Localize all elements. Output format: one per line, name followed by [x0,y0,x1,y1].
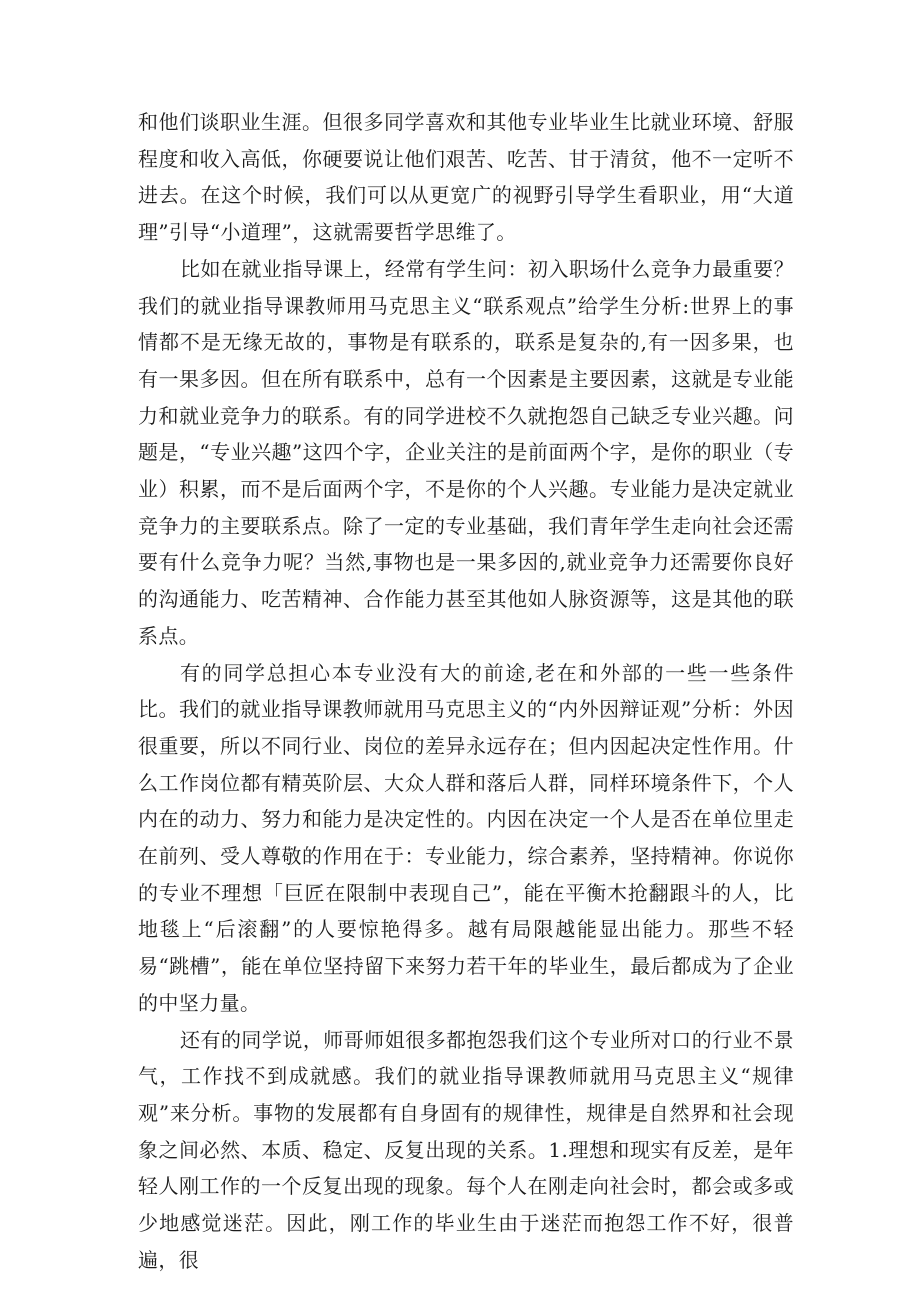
paragraph-1: 和他们谈职业生涯。但很多同学喜欢和其他专业毕业生比就业环境、舒服程度和收入高低，你硬要说让他们艰苦、吃苦、甘于清贫，他不一定听不进去。在这个时候，我们可以从更宽广的视野引导学生看职业，用“大道理”引导“小道理”，这就需要哲学思维了。 [138,110,794,245]
document-body [138,104,794,1279]
paragraph-4: 还有的同学说，师哥师姐很多都抱怨我们这个专业所对口的行业不景气，工作找不到成就感。我们的就业指导课教师就用马克思主义“规律观”来分析。事物的发展都有自身固有的规律性，规律是自然界和社会现象之间必然、本质、稳定、反复出现的关系。1.理想和现实有反差，是年轻人刚工作的一个反复出现的现象。每个人在刚走向社会时，都会或多或少地感觉迷茫。因此，刚工作的毕业生由于迷茫而抱怨工作不好，很普遍，很 [138,1027,794,1272]
paragraph-3: 有的同学总担心本专业没有大的前途,老在和外部的一些一些条件比。我们的就业指导课教师就用马克思主义的“内外因辩证观”分析：外因很重要，所以不同行业、岗位的差异永远存在；但内因起决定性作用。什么工作岗位都有精英阶层、大众人群和落后人群，同样环境条件下，个人内在的动力、努力和能力是决定性的。内因在决定一个人是否在单位里走在前列、受人尊敬的作用在于：专业能力，综合素养，坚持精神。你说你的专业不理想「巨匠在限制中表现自己”，能在平衡木抢翻跟斗的人，比地毯上“后滚翻”的人要惊艳得多。越有局限越能显出能力。那些不轻易“跳槽”，能在单位坚持留下来努力若干年的毕业生，最后都成为了企业的中坚力量。 [138,660,794,1015]
paragraph-2: 比如在就业指导课上，经常有学生问：初入职场什么竞争力最重要？我们的就业指导课教师用马克思主义“联系观点”给学生分析:世界上的事情都不是无缘无故的，事物是有联系的，联系是复杂的,有一因多果，也有一果多因。但在所有联系中，总有一个因素是主要因素，这就是专业能力和就业竞争力的联系。有的同学进校不久就抱怨自己缺乏专业兴趣。问题是，“专业兴趣”这四个字，企业关注的是前面两个字，是你的职业（专业）积累，而不是后面两个字，不是你的个人兴趣。专业能力是决定就业竞争力的主要联系点。除了一定的专业基础，我们青年学生走向社会还需要有什么竞争力呢？当然,事物也是一果多因的,就业竞争力还需要你良好的沟通能力、吃苦精神、合作能力甚至其他如人脉资源等，这是其他的联系点。 [138,256,794,648]
